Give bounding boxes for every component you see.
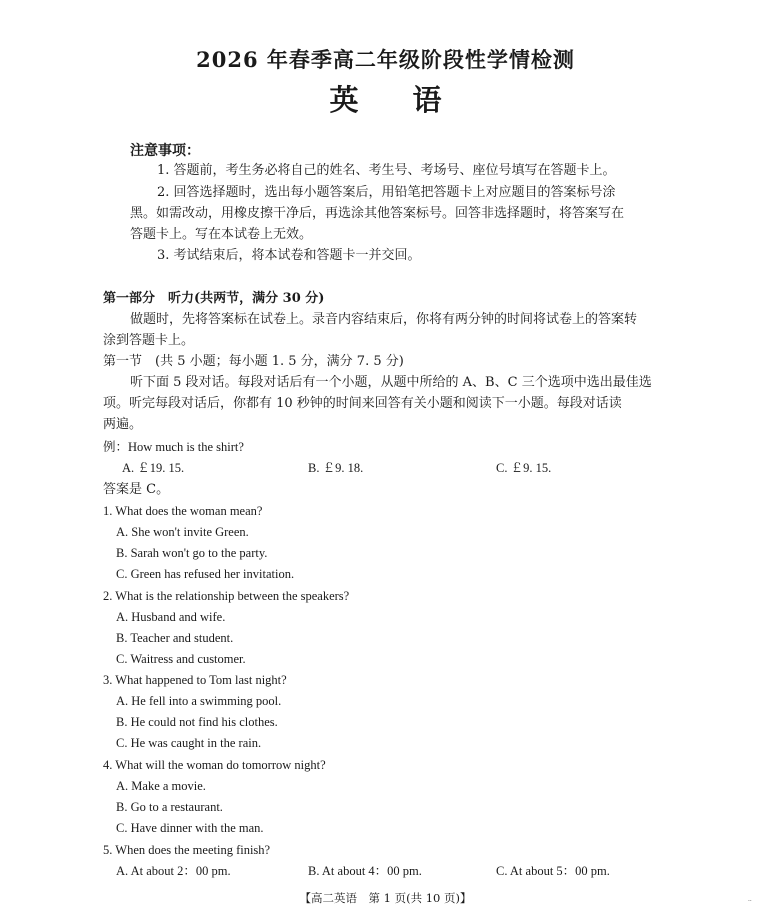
question-5-option-a: A. At about 2：00 pm. xyxy=(116,864,231,878)
corner-mark: ·· xyxy=(748,898,752,905)
question-2-option-b: B. Teacher and student. xyxy=(116,631,234,645)
part1-intro-line-1: 做题时，先将答案标在试卷上。录音内容结束后，你将有两分钟的时间将试卷上的答案转 xyxy=(130,312,638,327)
question-3-stem: 3. What happened to Tom last night? xyxy=(103,673,287,687)
question-2-option-a: A. Husband and wife. xyxy=(116,610,226,624)
question-3-option-b: B. He could not find his clothes. xyxy=(116,715,278,729)
notice-item-1: 1. 答题前，考生务必将自己的姓名、考生号、考场号、座位号填写在答题卡上。 xyxy=(157,163,616,178)
notice-heading: 注意事项： xyxy=(130,143,200,159)
question-4-option-a: A. Make a movie. xyxy=(116,779,206,793)
section1-instructions-line-1: 听下面 5 段对话。每段对话后有一个小题，从题中所给的 A、B、C 三个选项中选出最佳选 xyxy=(130,375,652,390)
notice-item-2-line-3: 答题卡上。写在本试卷上无效。 xyxy=(130,227,313,242)
question-4-option-b: B. Go to a restaurant. xyxy=(116,800,223,814)
notice-item-2-line-2: 黑。如需改动，用橡皮擦干净后，再选涂其他答案标号。回答非选择题时，将答案写在 xyxy=(130,206,625,221)
example-option-b: B. ￡9. 18. xyxy=(308,461,364,475)
section1-instructions-line-3: 两遍。 xyxy=(103,417,143,432)
question-2-option-c: C. Waitress and customer. xyxy=(116,652,246,666)
question-1-stem: 1. What does the woman mean? xyxy=(103,504,263,518)
question-5-option-b: B. At about 4：00 pm. xyxy=(308,864,422,878)
question-5-stem: 5. When does the meeting finish? xyxy=(103,843,271,857)
page-footer: 【高二英语 第 1 页(共 10 页)】 xyxy=(299,891,472,905)
question-5-option-c: C. At about 5：00 pm. xyxy=(496,864,610,878)
notice-item-3: 3. 考试结束后，将本试卷和答题卡一并交回。 xyxy=(157,248,421,263)
question-1-option-b: B. Sarah won't go to the party. xyxy=(116,546,268,560)
question-3-option-c: C. He was caught in the rain. xyxy=(116,736,262,750)
subject-title: 英语 xyxy=(329,83,496,117)
question-4-option-c: C. Have dinner with the man. xyxy=(116,821,264,835)
question-1-option-c: C. Green has refused her invitation. xyxy=(116,567,295,581)
section1-instructions-line-2: 项。听完每段对话后，你都有 10 秒钟的时间来回答有关小题和阅读下一小题。每段对话读 xyxy=(103,396,622,411)
example-answer: 答案是 C。 xyxy=(103,482,170,497)
question-3-option-a: A. He fell into a swimming pool. xyxy=(116,694,282,708)
exam-title: 2026 年春季高二年级阶段性学情检测 xyxy=(196,47,575,72)
question-2-stem: 2. What is the relationship between the speakers? xyxy=(103,589,350,603)
notice-item-2-line-1: 2. 回答选择题时，选出每小题答案后，用铅笔把答题卡上对应题目的答案标号涂 xyxy=(157,185,616,200)
example-option-a: A. ￡19. 15. xyxy=(122,461,185,475)
section1-heading: 第一节 (共 5 小题；每小题 1. 5 分，满分 7. 5 分) xyxy=(103,354,404,369)
example-stem: 例：How much is the shirt? xyxy=(103,440,244,454)
question-1-option-a: A. She won't invite Green. xyxy=(116,525,249,539)
question-4-stem: 4. What will the woman do tomorrow night? xyxy=(103,758,326,772)
part1-heading: 第一部分 听力(共两节，满分 30 分) xyxy=(103,291,325,306)
example-option-c: C. ￡9. 15. xyxy=(496,461,552,475)
part1-intro-line-2: 涂到答题卡上。 xyxy=(103,333,195,348)
